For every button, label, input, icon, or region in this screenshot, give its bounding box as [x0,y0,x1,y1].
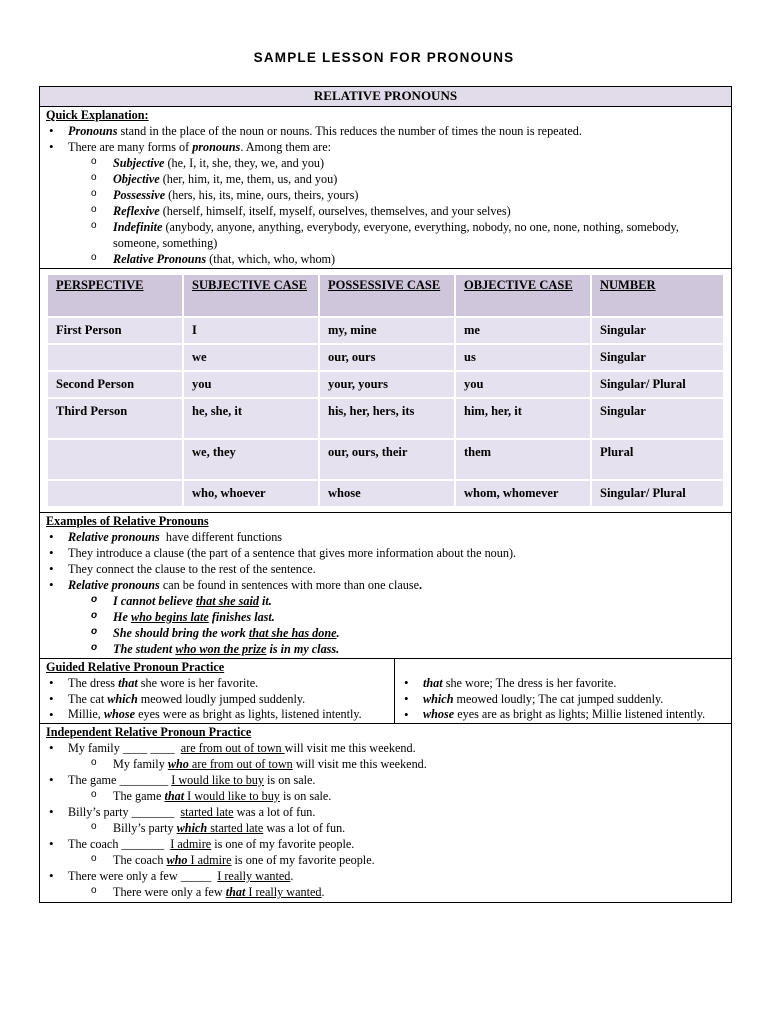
table-cell: you [456,372,590,397]
table-cell: Singular [592,318,723,343]
table-cell: Singular/ Plural [592,372,723,397]
table-cell: our, ours [320,345,454,370]
quick-explanation [40,106,731,268]
list-item: • Millie, whose eyes were as bright as lights, listened intently. [46,707,388,722]
practice-question: • The game ________ I would like to buy is on sale. [46,772,725,788]
practice-question: • There were only a few _____ I really wanted. [46,868,725,884]
list-item: o Indefinite (anybody, anyone, anything, everybody, everyone, everything, nobody, no one, none, nothing, somebody, someone, something) [46,219,725,251]
guided-left-column [40,659,395,723]
column-header: SUBJECTIVE CASE [184,275,318,316]
practice-answer: o The game that I would like to buy is on sale. [46,788,725,804]
column-header: PERSPECTIVE [48,275,182,316]
table-cell: Singular [592,399,723,438]
table-cell: whose [320,481,454,506]
list-item: o Objective (her, him, it, me, them, us, and you) [46,171,725,187]
table-cell: Third Person [48,399,182,438]
guided-practice [40,658,731,723]
table-cell: our, ours, their [320,440,454,479]
independent-practice [40,723,731,902]
list-item: • There are many forms of pronouns. Among them are: [46,139,725,155]
list-item: • They connect the clause to the rest of the sentence. [46,561,725,577]
practice-answer: o Billy’s party which started late was a lot of fun. [46,820,725,836]
column-header: NUMBER [592,275,723,316]
practice-question: • Billy’s party _______ started late was a lot of fun. [46,804,725,820]
table-cell: him, her, it [456,399,590,438]
table-cell: my, mine [320,318,454,343]
table-cell: we [184,345,318,370]
table-cell: your, yours [320,372,454,397]
table-cell: whom, whomever [456,481,590,506]
example-sentence: o I cannot believe that she said it. [46,593,725,609]
pronoun-table [46,273,725,508]
list-item: o Relative Pronouns (that, which, who, whom) [46,251,725,267]
table-cell: who, whoever [184,481,318,506]
list-item: • The dress that she wore is her favorite. [46,675,388,691]
section-title: RELATIVE PRONOUNS [40,87,731,106]
table-row [48,345,723,370]
example-sentence: o She should bring the work that she has done. [46,625,725,641]
list-item: • which meowed loudly; The cat jumped suddenly. [401,691,725,707]
practice-answer: o There were only a few that I really wanted. [46,884,725,900]
table-cell: Singular [592,345,723,370]
answer-blank: _______ [121,837,165,851]
table-row [48,372,723,397]
table-cell: he, she, it [184,399,318,438]
table-row [48,440,723,479]
table-header-row [48,275,723,316]
table-row [48,318,723,343]
examples-heading: Examples of Relative Pronouns [46,514,209,528]
table-cell: his, her, hers, its [320,399,454,438]
table-cell: you [184,372,318,397]
table-cell: Singular/ Plural [592,481,723,506]
list-item: • They introduce a clause (the part of a sentence that gives more information about the noun). [46,545,725,561]
practice-answer: o The coach who I admire is one of my favorite people. [46,852,725,868]
independent-heading: Independent Relative Pronoun Practice [46,725,252,739]
table-cell: Second Person [48,372,182,397]
list-item: • The cat which meowed loudly jumped suddenly. [46,691,388,707]
answer-blank: _____ [180,869,212,883]
example-sentence: o He who begins late finishes last. [46,609,725,625]
list-item: • Relative pronouns can be found in sentences with more than one clause. [46,577,725,593]
table-cell: Plural [592,440,723,479]
list-item: • that she wore; The dress is her favorite. [401,675,725,691]
practice-answer: o My family who are from out of town will visit me this weekend. [46,756,725,772]
example-sentence: o The student who won the prize is in my class. [46,641,725,657]
table-cell [48,345,182,370]
table-cell [48,481,182,506]
list-item: • Pronouns stand in the place of the noun or nouns. This reduces the number of times the noun is repeated. [46,123,725,139]
table-cell: them [456,440,590,479]
examples-section [40,512,731,658]
section-header [40,87,731,106]
table-row [48,399,723,438]
table-cell [48,440,182,479]
pronoun-table-section [40,268,731,512]
table-cell: us [456,345,590,370]
table-cell: I [184,318,318,343]
answer-blank: ____ ____ [122,741,175,755]
table-cell: we, they [184,440,318,479]
answer-blank: _______ [131,805,175,819]
list-item: • whose eyes are as bright as lights; Millie listened intently. [401,707,725,722]
table-row [48,481,723,506]
lesson-document [39,86,732,903]
practice-question: • My family ____ ____ are from out of town will visit me this weekend. [46,740,725,756]
list-item: • Relative pronouns have different functions [46,529,725,545]
table-cell: First Person [48,318,182,343]
guided-right-column [395,659,731,723]
column-header: OBJECTIVE CASE [456,275,590,316]
guided-heading: Guided Relative Pronoun Practice [46,660,225,674]
practice-question: • The coach _______ I admire is one of my favorite people. [46,836,725,852]
page-title: SAMPLE LESSON FOR PRONOUNS [253,50,515,65]
quick-heading: Quick Explanation: [46,108,149,122]
list-item: o Reflexive (herself, himself, itself, myself, ourselves, themselves, and your selves) [46,203,725,219]
column-header: POSSESSIVE CASE [320,275,454,316]
list-item: o Possessive (hers, his, its, mine, ours, theirs, yours) [46,187,725,203]
table-cell: me [456,318,590,343]
list-item: o Subjective (he, I, it, she, they, we, and you) [46,155,725,171]
answer-blank: ________ [119,773,169,787]
